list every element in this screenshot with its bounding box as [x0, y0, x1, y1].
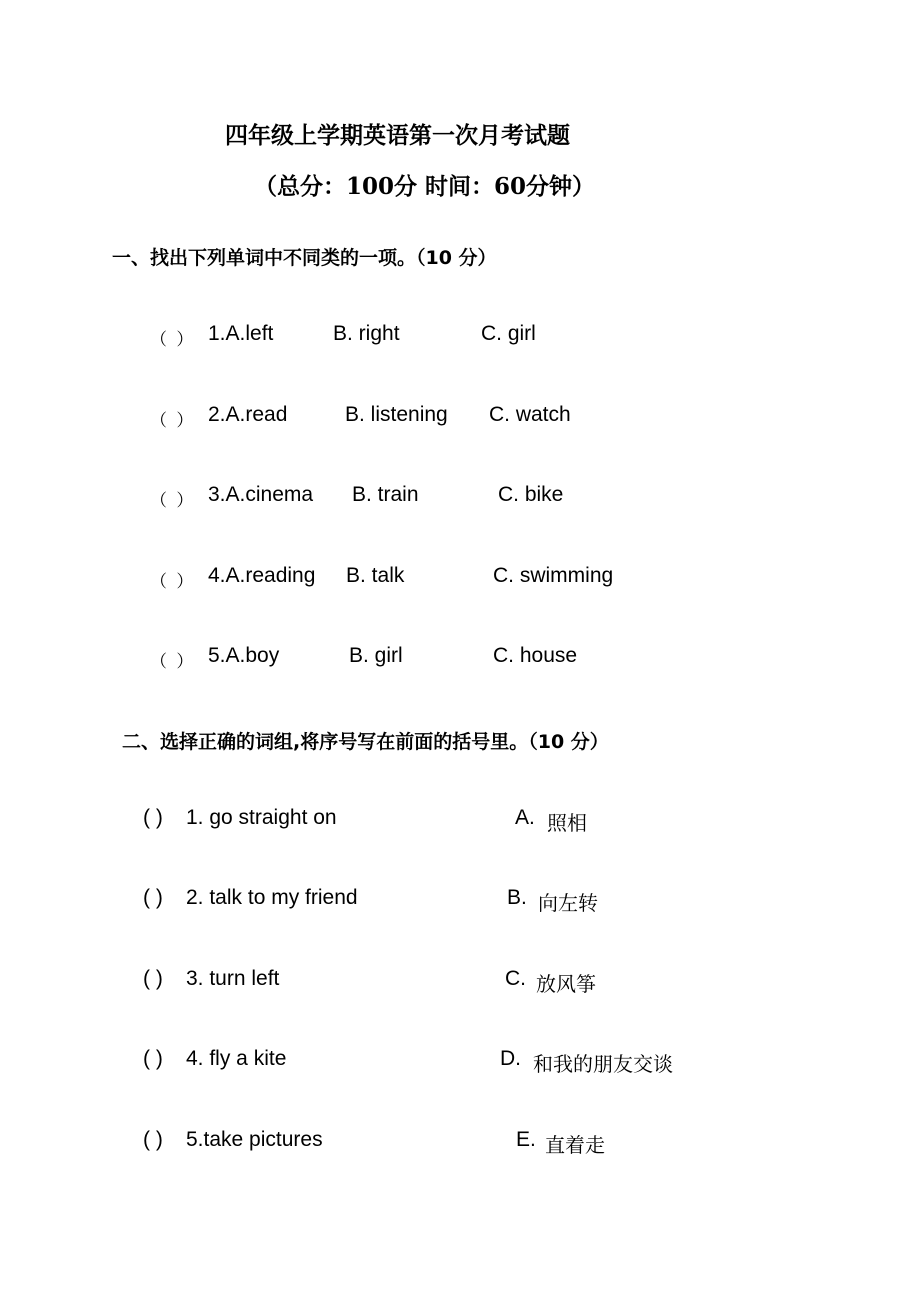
- meaning-letter: E.: [516, 1128, 536, 1151]
- answer-bracket[interactable]: ( ): [143, 1128, 163, 1151]
- answer-bracket[interactable]: ( ): [143, 967, 163, 990]
- meaning-text: 直着走: [545, 1133, 605, 1157]
- answer-bracket[interactable]: ( ): [143, 806, 163, 829]
- option-b: B. talk: [346, 564, 405, 587]
- section1-heading: 一、找出下列单词中不同类的一项。（10 分）: [112, 247, 497, 269]
- meaning-letter: D.: [500, 1047, 521, 1070]
- option-a: 3.A.cinema: [208, 483, 314, 506]
- meaning-letter: C.: [505, 967, 526, 990]
- option-b: B. train: [352, 483, 419, 506]
- meaning-text: 放风筝: [536, 972, 596, 996]
- phrase: 2. talk to my friend: [186, 886, 358, 909]
- phrase: 3. turn left: [186, 967, 280, 990]
- meaning-letter: B.: [507, 886, 527, 909]
- option-c: C. house: [493, 644, 578, 667]
- meaning-letter: A.: [515, 806, 535, 829]
- answer-bracket[interactable]: ( ): [143, 886, 163, 909]
- answer-bracket[interactable]: ( ): [143, 1047, 163, 1070]
- phrase: 1. go straight on: [186, 806, 337, 829]
- option-c: C. swimming: [493, 564, 614, 587]
- meaning-text: 和我的朋友交谈: [533, 1052, 673, 1076]
- answer-bracket[interactable]: （ ）: [150, 411, 196, 431]
- option-a: 2.A.read: [208, 403, 288, 426]
- answer-bracket[interactable]: （ ）: [150, 572, 196, 592]
- option-b: B. girl: [349, 644, 403, 667]
- page-title: 四年级上学期英语第一次月考试题: [225, 122, 570, 149]
- phrase: 4. fly a kite: [186, 1047, 287, 1070]
- meaning-text: 照相: [547, 811, 587, 835]
- option-b: B. right: [333, 322, 400, 345]
- answer-bracket[interactable]: （ ）: [150, 330, 196, 350]
- option-c: C. watch: [489, 403, 571, 426]
- option-b: B. listening: [345, 403, 448, 426]
- option-c: C. girl: [481, 322, 536, 345]
- option-a: 5.A.boy: [208, 644, 280, 667]
- option-c: C. bike: [498, 483, 564, 506]
- answer-bracket[interactable]: （ ）: [150, 652, 196, 672]
- answer-bracket[interactable]: （ ）: [150, 491, 196, 511]
- page-subtitle: （总分：100分 时间：60分钟）: [254, 173, 596, 200]
- option-a: 1.A.left: [208, 322, 274, 345]
- phrase: 5.take pictures: [186, 1128, 323, 1151]
- section2-heading: 二、选择正确的词组,将序号写在前面的括号里。（10 分）: [122, 731, 609, 753]
- meaning-text: 向左转: [538, 891, 598, 915]
- option-a: 4.A.reading: [208, 564, 316, 587]
